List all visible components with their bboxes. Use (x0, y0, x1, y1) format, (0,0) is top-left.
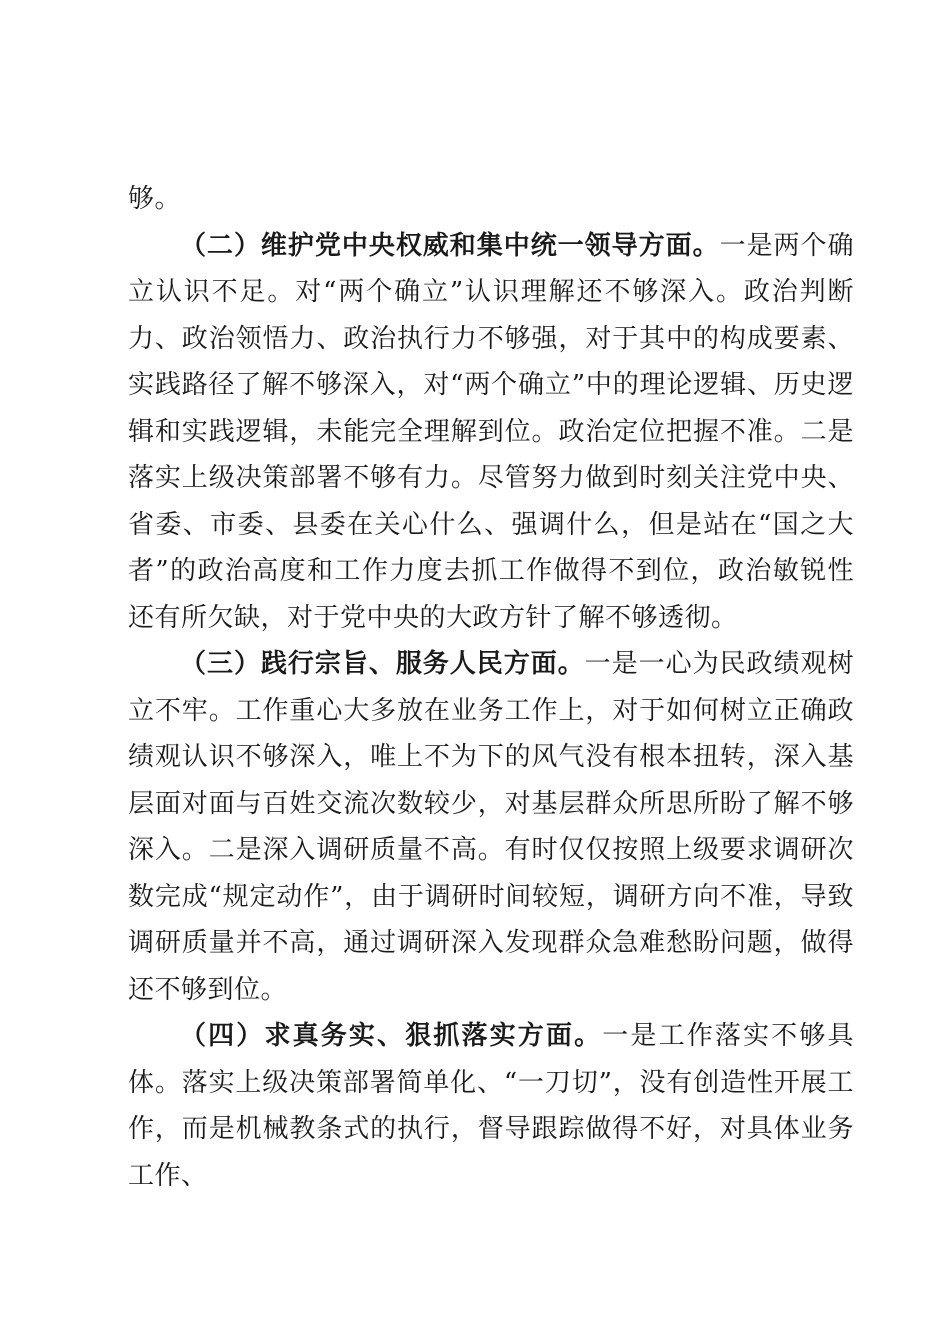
paragraph-continuation (128, 176, 854, 223)
paragraph-section-3 (128, 641, 854, 1013)
document-body (128, 176, 854, 1199)
section-3-heading: （三）践行宗旨、服务人民方面。 (180, 649, 585, 679)
section-2-heading: （二）维护党中央权威和集中统一领导方面。 (180, 230, 720, 261)
section-2-body: 一是两个确立认识不足。对“两个确立”认识理解还不够深入。政治判断力、政治领悟力、政治执行力不够强，对于其中的构成要素、实践路径了解不够深入，对“两个确立”中的理论逻辑、历史逻辑和实践逻辑，未能完全理解到位。政治定位把握不准。二是落实上级决策部署不够有力。尽管努力做到时刻关注党中央、省委、市委、县委在关心什么、强调什么，但是站在“国之大者”的政治高度和工作力度去抓工作做得不到位，政治敏锐性还有所欠缺，对于党中央的大政方针了解不够透彻。 (128, 230, 854, 633)
section-3-body: 一是一心为民政绩观树立不牢。工作重心大多放在业务工作上，对于如何树立正确政绩观认识不够深入，唯上不为下的风气没有根本扭转，深入基层面对面与百姓交流次数较少，对基层群众所思所盼了解不够深入。二是深入调研质量不高。有时仅仅按照上级要求调研次数完成“规定动作”，由于调研时间较短，调研方向不准，导致调研质量并不高，通过调研深入发现群众急难愁盼问题，做得还不够到位。 (128, 649, 854, 1005)
paragraph-section-2 (128, 223, 854, 642)
section-4-heading: （四）求真务实、狠抓落实方面。 (180, 1021, 603, 1051)
paragraph-section-4 (128, 1013, 854, 1199)
paragraph-1-body: 够。 (128, 184, 182, 214)
section-4-body: 一是工作落实不够具体。落实上级决策部署简单化、“一刀切”，没有创造性开展工作，而是机械教条式的执行，督导跟踪做得不好，对具体业务工作、 (128, 1021, 854, 1191)
